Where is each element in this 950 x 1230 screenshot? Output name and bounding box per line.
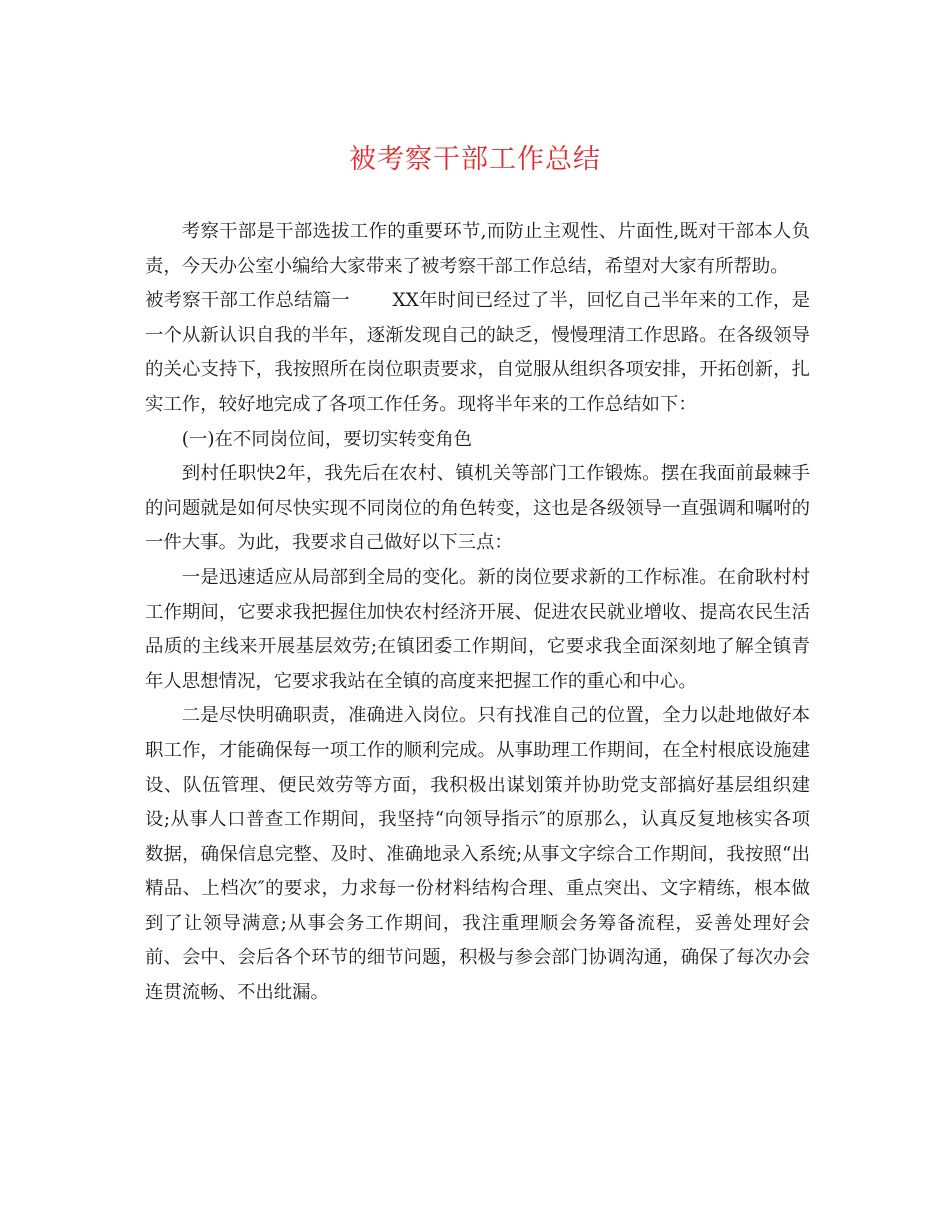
intro-paragraph: 考察干部是干部选拔工作的重要环节,而防止主观性、片面性,既对干部本人负责，今天办公室小编给大家带来了被考察干部工作总结，希望对大家有所帮助。 xyxy=(145,221,810,277)
body-paragraph: 一是迅速适应从局部到全局的变化。新的岗位要求新的工作标准。在俞耿村村工作期间，它要求我把握住加快农村经济开展、促进农民就业增收、提高农民生活品质的主线来开展基层效劳;在镇团委工作期间，它要求我全面深刻地了解全镇青年人思想情况，它要求我站在全镇的高度来把握工作的重心和中心。 xyxy=(145,566,810,692)
document-body xyxy=(145,215,810,1011)
section-one-paragraph xyxy=(145,284,810,422)
section-one-text: 被考察干部工作总结篇一 XX年时间已经过了半，回忆自己半年来的工作，是一个从新认识自我的半年，逐渐发现自己的缺乏，慢慢理清工作思路。在各级领导的关心支持下，我按照所在岗位职责要求，自觉服从组织各项安排，开拓创新，扎实工作，较好地完成了各项工作任务。现将半年来的工作总结如下： xyxy=(145,290,810,415)
body-paragraph: 到村任职快2年，我先后在农村、镇机关等部门工作锻炼。摆在我面前最棘手的问题就是如何尽快实现不同岗位的角色转变，这也是各级领导一直强调和嘱咐的一件大事。为此，我要求自己做好以下三点： xyxy=(145,463,810,554)
body-paragraph: 二是尽快明确职责，准确进入岗位。只有找准自己的位置，全力以赴地做好本职工作，才能确保每一项工作的顺利完成。从事助理工作期间，在全村根底设施建设、队伍管理、便民效劳等方面，我积极出谋划策并协助党支部搞好基层组织建设;从事人口普查工作期间，我坚持“向领导指示″的原那么，认真反复地核实各项数据，确保信息完整、及时、准确地录入系统;从事文字综合工作期间，我按照“出精品、上档次″的要求，力求每一份材料结构合理、重点突出、文字精练，根本做到了让领导满意;从事会务工作期间，我注重理顺会务筹备流程，妥善处理好会前、会中、会后各个环节的细节问题，积极与参会部门协调沟通，确保了每次办会连贯流畅、不出纰漏。 xyxy=(145,705,810,1004)
document-title: 被考察干部工作总结 xyxy=(349,144,601,175)
subheading-paragraph: (一)在不同岗位间，要切实转变角色 xyxy=(181,428,473,450)
